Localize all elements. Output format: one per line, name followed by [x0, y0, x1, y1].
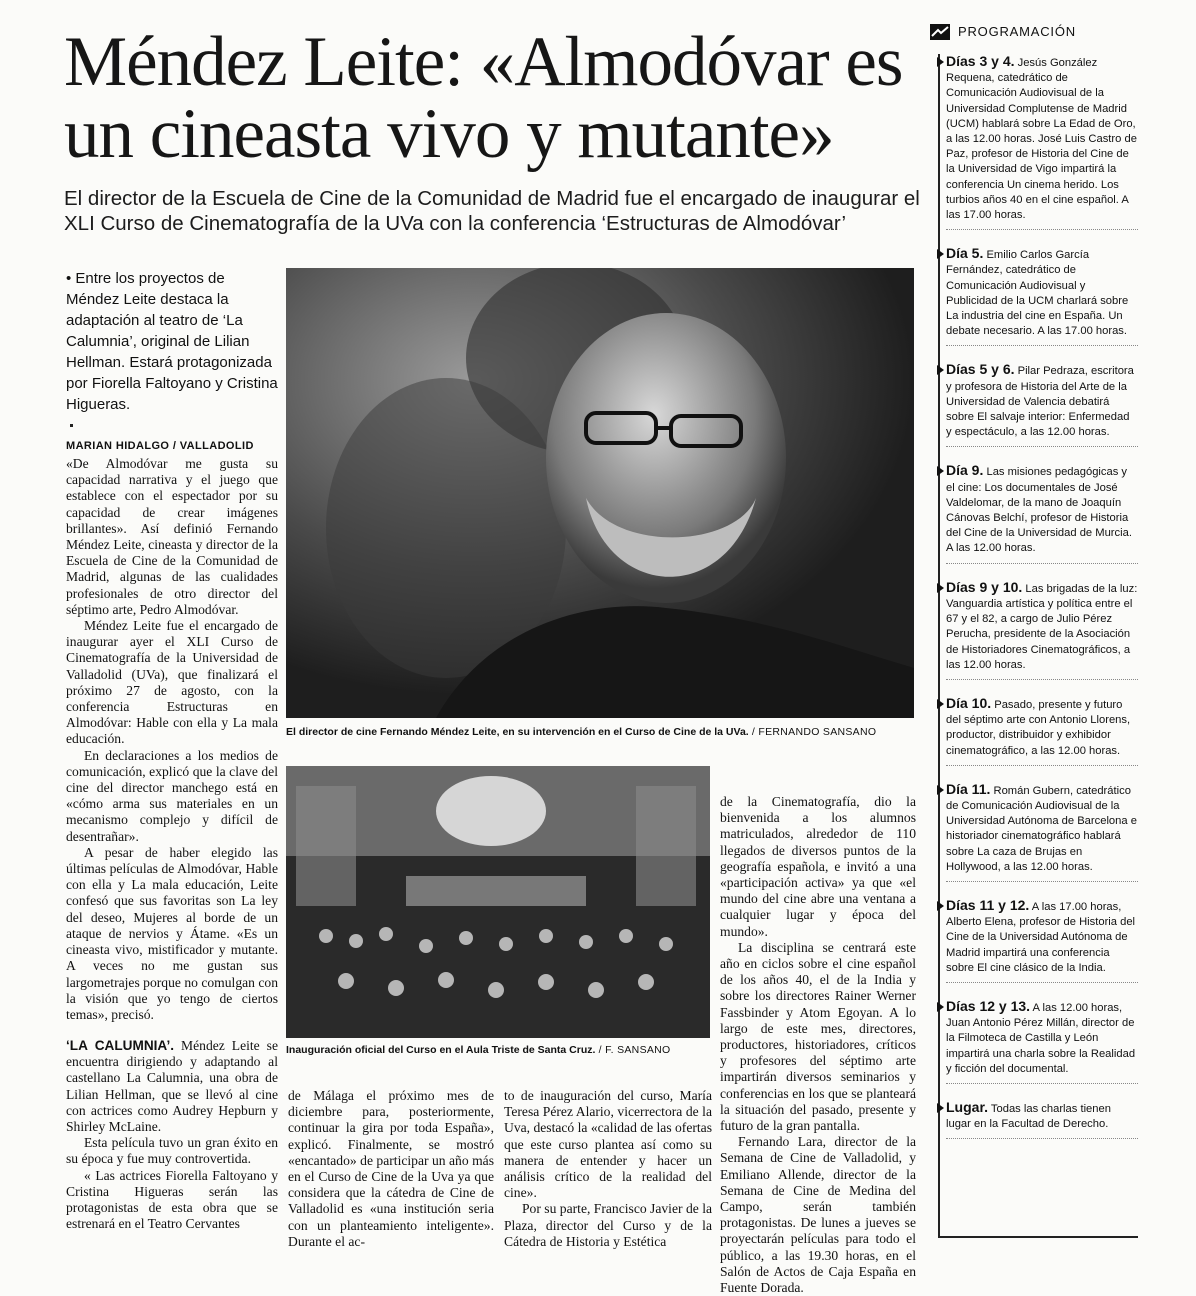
program-item	[946, 54, 1138, 230]
sidebar-rule	[938, 54, 940, 1238]
subhead: ‘LA CALUMNIA’.	[66, 1038, 175, 1053]
paragraph-text: Méndez Leite se encuentra dirigiendo y adaptando al castellano La Calumnia, una obra de Lilian Hellman, que se llevó al cine con actrices como Audrey Hepburn y Shirley McLaine.	[66, 1038, 279, 1135]
paragraph: Esta película tuvo un gran éxito en su época y fue muy controvertida.	[66, 1135, 278, 1167]
separator-dot	[70, 424, 73, 427]
paragraph: to de inauguración del curso, María Teresa Pérez Alario, vicerrectora de la Uva, destacó la «calidad de las ofertas que este curso plantea así como su manera de entender y hacer un análisis crítico de la realidad del cine».	[504, 1088, 712, 1201]
body-column-1-bottom	[66, 1038, 278, 1232]
program-item	[946, 463, 1138, 563]
paragraph: Méndez Leite fue el encargado de inaugurar ayer el XLI Curso de Cinematografía de la Universidad de Valladolid (UVa), que finalizará el próximo 27 de agosto, con la conferencia Estructuras en Almodóvar: Hable con ella y La mala educación.	[66, 618, 278, 747]
program-days: Día 10.	[946, 694, 992, 711]
paragraph: de la Cinematografía, dio la bienvenida a los alumnos matriculados, alrededor de 110 llegados de diversos puntos de la geografía española, e invitó a una «participación activa» ya que «el mundo del cine abre una ventana a cualquier lugar y época del mundo».	[720, 794, 916, 939]
program-text: Román Gubern, catedrático de Comunicación Audiovisual de la Universidad Autónoma de Barcelona e historiador cinematográfico hablará sobre La caza de Brujas en Hollywood, a las 12.00 horas.	[946, 784, 1137, 873]
arrow-icon	[937, 583, 944, 593]
program-item	[946, 782, 1138, 882]
arrow-icon	[937, 1103, 944, 1113]
program-days: Días 11 y 12.	[946, 896, 1030, 913]
program-days: Día 9.	[946, 462, 984, 479]
sidebar-bottom-rule	[938, 1236, 1138, 1238]
arrow-icon	[937, 365, 944, 375]
portrait-photo	[286, 268, 914, 718]
paragraph: Por su parte, Francisco Javier de la Plaza, director del Curso y de la Cátedra de Historia y Estética	[504, 1201, 712, 1249]
arrow-icon	[937, 249, 944, 259]
paragraph	[66, 1038, 278, 1135]
body-column-3	[504, 1088, 712, 1250]
program-text: A las 12.00 horas, Juan Antonio Pérez Millán, director de la Filmoteca de Castilla y León impartirá una charla sobre la Realidad y ficción del documental.	[946, 1001, 1136, 1075]
deck: El director de la Escuela de Cine de la Comunidad de Madrid fue el encargado de inaugurar el XLI Curso de Cinematografía de la UVa con la conferencia ‘Estructuras de Almodóvar’	[64, 187, 920, 235]
trend-icon	[930, 24, 950, 40]
paragraph: La disciplina se centrará este año en ciclos sobre el cine español de los años 40, el de la India y sobre los directores Rainer Werner Fassbinder y Atom Egoyan. A lo largo de este mes, directores, productores, historiadores, críticos y profesores del séptimo arte impartirán diversos seminarios y conferencias en los que se planteará la situación del pasado, presente y futuro de la gran pantalla.	[720, 939, 916, 1134]
paragraph: Fernando Lara, director de la Semana de Cine de Valladolid, y Emiliano Allende, director de la Semana de Cine de Medina del Campo, serán también protagonistas. De lunes a jueves se proyectarán películas para todo el público, a las 19.30 horas, en el Salón de Actos de Caja España en Fuente Dorada.	[720, 1134, 916, 1296]
paragraph: de Málaga el próximo mes de diciembre para, posteriormente, continuar la gira por toda España», explicó. Finalmente, se mostró «encantado» de participar un año más en el Curso de Cine de la Uva ya que considera que la cátedra de Cine de Valladolid es «una institución seria con un planteamiento inteligente». Durante el ac-	[288, 1088, 494, 1249]
program-days: Lugar.	[946, 1098, 989, 1115]
program-text: Emilio Carlos García Fernández, catedrático de Comunicación Audiovisual y Publicidad de la UCM charlará sobre La industria del cine en España. Un debate necesario. A las 17.00 horas.	[946, 249, 1129, 338]
program-days: Días 12 y 13.	[946, 997, 1031, 1014]
sidebar-title: PROGRAMACIÓN	[958, 24, 1076, 39]
photo-credit: / FERNANDO SANSANO	[748, 726, 877, 738]
program-item	[946, 362, 1138, 447]
program-item	[946, 1100, 1138, 1139]
arrow-icon	[937, 57, 944, 67]
program-days: Día 11.	[946, 780, 991, 797]
paragraph: En declaraciones a los medios de comunicación, explicó que la clave del cine del director manchego está en «cómo arma sus materiales en un mecanismo complejo y difícil de desentrañar».	[66, 747, 278, 844]
program-text: Las misiones pedagógicas y el cine: Los documentales de José Valdelomar, de la mano de Joaquín Cánovas Belchí, profesor de Historia del Cine de la Universidad de Murcia. A las 12.00 horas.	[946, 466, 1132, 555]
program-text: Jesús González Requena, catedrático de Comunicación Audiovisual de la Universidad Complutense de Madrid (UCM) hablará sobre La Edad de Oro, a las 12.00 horas. José Luis Castro de Paz, profesor de Historia del Cine de la Universidad de Vigo impartirá la conferencia Un cinema herido. Los turbios años 40 en el cine español. A las 17.00 horas.	[946, 57, 1137, 222]
paragraph: «De Almodóvar me gusta su capacidad narrativa y el juego que establece con el espectador por su capacidad de crear imágenes brillantes». Así definió Fernando Méndez Leite, cineasta y director de la Escuela de Cine de la Comunidad de Madrid, algunas de las cualidades profesionales de otro director del séptimo arte, Pedro Almodóvar.	[66, 456, 278, 617]
arrow-icon	[937, 466, 944, 476]
program-item	[946, 580, 1138, 680]
program-item	[946, 999, 1138, 1084]
sidebar-header	[930, 22, 1130, 42]
portrait-photo-image	[286, 268, 914, 718]
program-item	[946, 898, 1138, 983]
program-days: Días 5 y 6.	[946, 361, 1015, 378]
arrow-icon	[937, 901, 944, 911]
program-days: Días 9 y 10.	[946, 578, 1023, 595]
program-text: A las 17.00 horas, Alberto Elena, profesor de Historia del Cine de la Universidad Autónoma de Madrid impartirá una conferencia sobre El cine clásico de la India.	[946, 900, 1136, 974]
program-days: Día 5.	[946, 245, 984, 262]
programacion-sidebar	[928, 20, 1138, 1240]
teaser: • Entre los proyectos de Méndez Leite destaca la adaptación al teatro de ‘La Calumnia’, original de Lilian Hellman. Estará protagonizada por Fiorella Faltoyano y Cristina Higueras.	[66, 270, 278, 413]
program-text: Pilar Pedraza, escritora y profesora de Historia del Arte de la Universidad de Valencia debatirá sobre El salvaje interior: Enfermedad y espectáculo, a las 12.00 horas.	[946, 365, 1134, 439]
photo-caption-2	[286, 1044, 671, 1056]
program-days: Días 3 y 4.	[946, 53, 1015, 69]
caption-text: El director de cine Fernando Méndez Leite, en su intervención en el Curso de Cine de la UVa.	[286, 726, 749, 738]
byline: MARIAN HIDALGO / VALLADOLID	[66, 440, 254, 452]
auditorium-photo-image	[286, 766, 710, 1038]
photo-credit: / F. SANSANO	[595, 1044, 671, 1056]
arrow-icon	[937, 699, 944, 709]
program-text: Todas las charlas tienen lugar en la Facultad de Derecho.	[946, 1102, 1111, 1131]
photo-caption-1	[286, 726, 876, 738]
body-column-4	[720, 794, 916, 1296]
program-item	[946, 696, 1138, 766]
arrow-icon	[937, 1002, 944, 1012]
program-list	[946, 54, 1138, 1155]
body-column-2	[288, 1088, 494, 1250]
headline: Méndez Leite: «Almodóvar es un cineasta vivo y mutante»	[64, 23, 903, 173]
auditorium-photo	[286, 766, 710, 1038]
arrow-icon	[937, 785, 944, 795]
caption-text: Inauguración oficial del Curso en el Aula Triste de Santa Cruz.	[286, 1044, 596, 1056]
program-item	[946, 246, 1138, 346]
program-text: Las brigadas de la luz: Vanguardia artística y política entre el 67 y el 82, a cargo de Julio Pérez Perucha, presidente de la Asociación de Historiadores Cinematográficos, a las 12.00 horas.	[946, 582, 1138, 671]
paragraph: A pesar de haber elegido las últimas películas de Almodóvar, Hable con ella y La mala educación, Leite confesó que sus favoritas son La ley del deseo, Mujeres al borde de un ataque de nervios y Átame. «Es un cineasta vivo, mistificador y mutante. A veces no me gustan sus largometrajes porque no comulgan con la visión que yo tengo de ciertos temas», precisó.	[66, 844, 278, 1022]
body-column-1	[66, 456, 278, 1023]
program-text: Pasado, presente y futuro del séptimo arte con Antonio Llorens, productor, distribuidor y exhibidor cinematográfico, a las 12.00 horas.	[946, 698, 1131, 757]
paragraph: « Las actrices Fiorella Faltoyano y Cristina Higueras serán las protagonistas de esta obra que se estrenará en el Teatro Cervantes	[66, 1167, 278, 1232]
